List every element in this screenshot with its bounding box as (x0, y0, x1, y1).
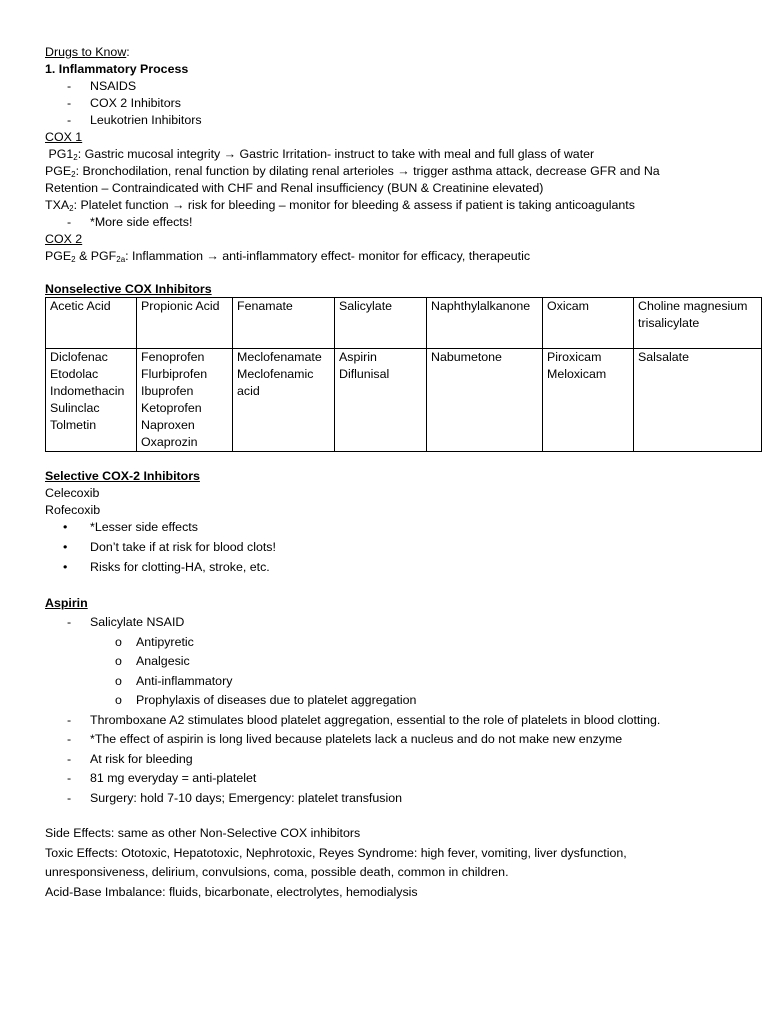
cell-line: Meclofenamic acid (237, 367, 314, 398)
cell-line: Meloxicam (547, 367, 607, 381)
sub-list-text: Anti-inflammatory (136, 673, 233, 688)
list-item (45, 731, 768, 751)
cox2-heading: COX 2 (45, 232, 83, 246)
list-item-text: NSAIDS (90, 79, 137, 93)
cox2-pge-label: PGE (45, 249, 72, 263)
list-item (45, 214, 768, 231)
cell-line: Meclofenamate (237, 350, 322, 364)
txa-subscript: 2 (69, 204, 74, 213)
cell-line: Ibuprofen (141, 384, 194, 398)
cell-line: Diclofenac (50, 350, 108, 364)
dash-marker: - (67, 790, 72, 805)
table-cell (137, 349, 233, 452)
sub-list-text: Analgesic (136, 654, 190, 668)
dash-marker: - (67, 712, 72, 727)
drugs-heading-colon: : (126, 45, 130, 59)
cox2-text: : Inflammation → anti-inflammatory effect- monitor for efficacy, therapeutic (125, 249, 531, 263)
table-header-cell: Naphthylalkanone (427, 298, 543, 349)
cox1-pge-line (45, 163, 768, 180)
cox1-txa-line (45, 197, 768, 214)
toxic-effects-line: Toxic Effects: Ototoxic, Hepatotoxic, Nephrotoxic, Reyes Syndrome: high fever, vomiting, liver dysfunction, (45, 845, 627, 860)
sub-list-text: Prophylaxis of diseases due to platelet aggregation (136, 693, 417, 707)
bullet-item (45, 519, 768, 539)
cell-line: Sulinclac (50, 401, 100, 415)
cox2-line (45, 248, 768, 265)
table-cell (543, 349, 634, 452)
cox1-pge-line2: Retention – Contraindicated with CHF and Renal insufficiency (BUN & Creatinine elevated) (45, 181, 544, 195)
drugs-heading-line (45, 44, 768, 61)
sub-list-item (45, 692, 768, 712)
list-item (45, 712, 768, 732)
list-item-text: 81 mg everyday = anti-platelet (90, 771, 257, 785)
list-item (45, 614, 768, 634)
table-cell (46, 349, 137, 452)
nonselective-cox-table (45, 297, 762, 452)
table-cell (634, 349, 762, 452)
selective-heading: Selective COX-2 Inhibitors (45, 469, 200, 483)
cell-line: Piroxicam (547, 350, 602, 364)
cell-line: Aspirin (339, 350, 377, 364)
cell-line: Tolmetin (50, 418, 97, 432)
dash-marker: - (67, 771, 72, 785)
section-inflammatory: 1. Inflammatory Process (45, 62, 189, 76)
dash-marker: - (67, 113, 72, 127)
aspirin-heading: Aspirin (45, 596, 88, 610)
list-item (45, 112, 768, 129)
list-item-text: At risk for bleeding (90, 751, 193, 766)
pg1-subscript: 2 (73, 153, 78, 162)
acid-base-line: Acid-Base Imbalance: fluids, bicarbonate, electrolytes, hemodialysis (45, 884, 418, 899)
cell-line: Oxaprozin (141, 435, 198, 449)
nonselective-heading: Nonselective COX Inhibitors (45, 282, 212, 296)
cell-line: Naproxen (141, 418, 195, 432)
cell-line: Fenoprofen (141, 350, 205, 364)
sub-list-text: Antipyretic (136, 634, 194, 649)
pg1-text: : Gastric mucosal integrity → Gastric Irritation- instruct to take with meal and full glass of water (77, 147, 595, 161)
pge-text: : Bronchodilation, renal function by dilating renal arterioles → trigger asthma attack, decrease GFR and Na (75, 164, 660, 178)
table-header-row (46, 298, 762, 349)
cox2-pgf-subscript: 2a (116, 255, 126, 264)
sub-list-item (45, 634, 768, 654)
list-item (45, 790, 768, 810)
list-item (45, 78, 768, 95)
dash-marker: - (67, 732, 72, 746)
list-item-text: Thromboxane A2 stimulates blood platelet aggregation, essential to the role of platelets in blood clotting. (90, 712, 661, 727)
circle-marker: o (115, 634, 122, 649)
bullet-marker: • (63, 560, 68, 574)
sub-list-item (45, 653, 768, 673)
table-header-cell: Acetic Acid (46, 298, 137, 349)
list-item-text: Surgery: hold 7-10 days; Emergency: platelet transfusion (90, 790, 402, 805)
txa-text: : Platelet function → risk for bleeding – monitor for bleeding & assess if patient is taking anticoagulants (73, 198, 635, 212)
bullet-marker: • (63, 520, 68, 534)
selective-drug: Rofecoxib (45, 503, 101, 517)
table-cell (427, 349, 543, 452)
table-header-cell: Choline magnesium trisalicylate (634, 298, 762, 349)
list-item-text: *More side effects! (90, 215, 193, 229)
pg1-label: PG1 (48, 147, 74, 161)
pge-label: PGE (45, 164, 72, 178)
cox1-pg1-line (45, 146, 768, 163)
table-header-cell: Salicylate (335, 298, 427, 349)
list-item (45, 95, 768, 112)
list-item-text: Salicylate NSAID (90, 615, 185, 629)
bullet-text: Risks for clotting-HA, stroke, etc. (90, 560, 270, 574)
cell-line: Nabumetone (431, 350, 502, 364)
circle-marker: o (115, 673, 122, 688)
drugs-heading: Drugs to Know (45, 45, 127, 59)
circle-marker: o (115, 693, 122, 707)
dash-marker: - (67, 79, 72, 93)
table-header-cell: Fenamate (233, 298, 335, 349)
cell-line: Etodolac (50, 367, 99, 381)
pge-subscript: 2 (71, 170, 76, 179)
list-item (45, 751, 768, 771)
cell-line: Salsalate (638, 350, 689, 364)
list-item-text: Leukotrien Inhibitors (90, 113, 202, 127)
cox2-pge-subscript: 2 (71, 255, 76, 264)
side-effects-line: Side Effects: same as other Non-Selective COX inhibitors (45, 826, 361, 840)
cell-line: Diflunisal (339, 367, 390, 381)
bullet-text: *Lesser side effects (90, 520, 198, 534)
cox1-heading: COX 1 (45, 130, 83, 144)
selective-drug: Celecoxib (45, 486, 100, 500)
bullet-item (45, 539, 768, 559)
list-item-text: *The effect of aspirin is long lived because platelets lack a nucleus and do not make new enzyme (90, 732, 623, 746)
txa-label: TXA (45, 198, 70, 212)
toxic-effects-line2: unresponsiveness, delirium, convulsions, coma, possible death, common in children. (45, 865, 509, 879)
table-cell (335, 349, 427, 452)
circle-marker: o (115, 654, 122, 668)
bullet-item (45, 559, 768, 579)
bullet-text: Don’t take if at risk for blood clots! (90, 540, 276, 554)
dash-marker: - (67, 96, 72, 110)
cell-line: Ketoprofen (141, 401, 202, 415)
table-header-cell: Oxicam (543, 298, 634, 349)
dash-marker: - (67, 751, 72, 766)
list-item (45, 770, 768, 790)
cell-line: Indomethacin (50, 384, 125, 398)
cox2-pgf-label: & PGF (75, 249, 117, 263)
table-row (46, 349, 762, 452)
bullet-marker: • (63, 540, 68, 554)
table-cell (233, 349, 335, 452)
table-header-cell: Propionic Acid (137, 298, 233, 349)
dash-marker: - (67, 615, 72, 629)
dash-marker: - (67, 215, 72, 229)
sub-list-item (45, 673, 768, 693)
list-item-text: COX 2 Inhibitors (90, 96, 181, 110)
cell-line: Flurbiprofen (141, 367, 208, 381)
